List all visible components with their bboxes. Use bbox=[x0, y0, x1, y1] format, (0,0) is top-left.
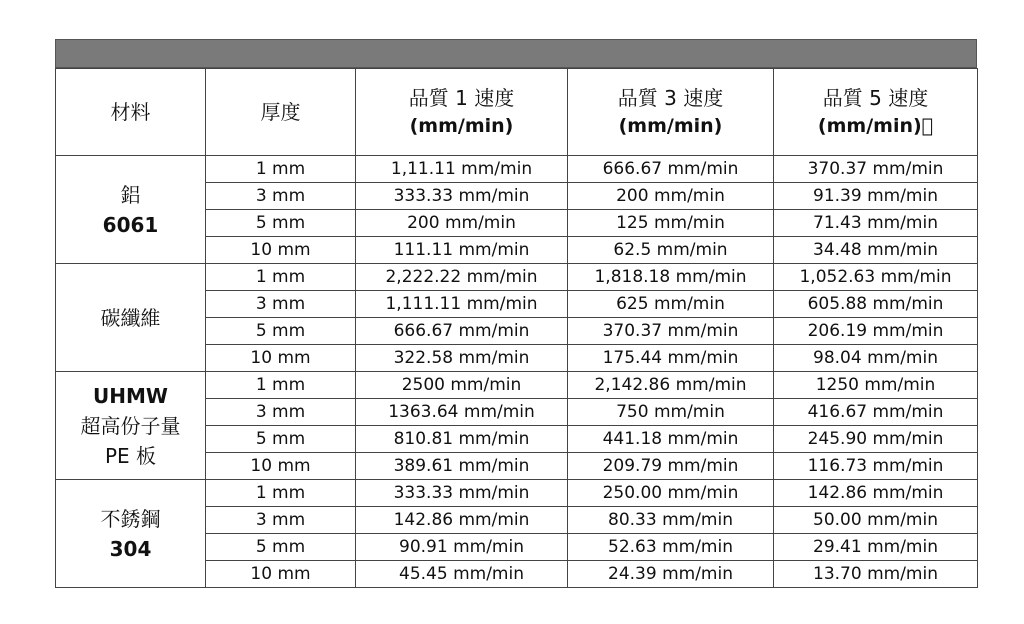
quality-5-cell: 245.90 mm/min bbox=[774, 426, 978, 453]
quality-5-cell: 142.86 mm/min bbox=[774, 480, 978, 507]
thickness-cell: 1 mm bbox=[206, 264, 356, 291]
quality-1-cell: 1,11.11 mm/min bbox=[356, 156, 568, 183]
thickness-cell: 5 mm bbox=[206, 426, 356, 453]
quality-5-cell: 34.48 mm/min bbox=[774, 237, 978, 264]
quality-3-cell: 370.37 mm/min bbox=[568, 318, 774, 345]
quality-3-cell: 62.5 mm/min bbox=[568, 237, 774, 264]
quality-5-cell: 416.67 mm/min bbox=[774, 399, 978, 426]
quality-3-cell: 175.44 mm/min bbox=[568, 345, 774, 372]
table-row bbox=[56, 480, 978, 507]
quality-3-cell: 441.18 mm/min bbox=[568, 426, 774, 453]
material-name-line: 超高份子量 bbox=[80, 413, 181, 438]
speed-table-container bbox=[55, 39, 977, 588]
thickness-cell: 5 mm bbox=[206, 318, 356, 345]
quality-5-cell: 50.00 mm/min bbox=[774, 507, 978, 534]
quality-3-cell: 80.33 mm/min bbox=[568, 507, 774, 534]
quality-1-cell: 1,111.11 mm/min bbox=[356, 291, 568, 318]
material-name-line: PE 板 bbox=[104, 443, 157, 468]
material-cell bbox=[56, 480, 206, 588]
thickness-cell: 5 mm bbox=[206, 210, 356, 237]
quality-3-cell: 200 mm/min bbox=[568, 183, 774, 210]
header-quality-3: 品質 3 速度 (mm/min) bbox=[568, 69, 774, 156]
quality-5-cell: 605.88 mm/min bbox=[774, 291, 978, 318]
material-cell bbox=[56, 372, 206, 480]
thickness-cell: 3 mm bbox=[206, 183, 356, 210]
quality-5-cell: 91.39 mm/min bbox=[774, 183, 978, 210]
quality-3-cell: 24.39 mm/min bbox=[568, 561, 774, 588]
material-name-line: 鋁 bbox=[120, 182, 141, 207]
material-cell bbox=[56, 264, 206, 372]
quality-3-cell: 2,142.86 mm/min bbox=[568, 372, 774, 399]
material-name-line: 碳纖維 bbox=[100, 305, 161, 330]
header-quality-5: 品質 5 速度 (mm/min)  bbox=[774, 69, 978, 156]
quality-1-cell: 333.33 mm/min bbox=[356, 183, 568, 210]
quality-1-cell: 810.81 mm/min bbox=[356, 426, 568, 453]
speed-table bbox=[55, 68, 978, 588]
quality-1-cell: 90.91 mm/min bbox=[356, 534, 568, 561]
table-row bbox=[56, 264, 978, 291]
quality-5-cell: 98.04 mm/min bbox=[774, 345, 978, 372]
thickness-cell: 5 mm bbox=[206, 534, 356, 561]
quality-1-cell: 2,222.22 mm/min bbox=[356, 264, 568, 291]
thickness-cell: 10 mm bbox=[206, 237, 356, 264]
material-name-line: 304 bbox=[109, 536, 152, 561]
material-name-line: UHMW bbox=[93, 383, 168, 408]
quality-5-cell: 13.70 mm/min bbox=[774, 561, 978, 588]
thickness-cell: 10 mm bbox=[206, 345, 356, 372]
table-title-bar bbox=[55, 39, 977, 68]
quality-3-cell: 1,818.18 mm/min bbox=[568, 264, 774, 291]
header-material: 材料 bbox=[56, 69, 206, 156]
quality-1-cell: 111.11 mm/min bbox=[356, 237, 568, 264]
quality-5-cell: 71.43 mm/min bbox=[774, 210, 978, 237]
thickness-cell: 10 mm bbox=[206, 453, 356, 480]
quality-5-cell: 1250 mm/min bbox=[774, 372, 978, 399]
material-name-line: 不銹鋼 bbox=[100, 506, 161, 531]
thickness-cell: 10 mm bbox=[206, 561, 356, 588]
quality-3-cell: 125 mm/min bbox=[568, 210, 774, 237]
thickness-cell: 3 mm bbox=[206, 399, 356, 426]
quality-1-cell: 45.45 mm/min bbox=[356, 561, 568, 588]
quality-5-cell: 116.73 mm/min bbox=[774, 453, 978, 480]
material-cell bbox=[56, 156, 206, 264]
table-row bbox=[56, 156, 978, 183]
quality-3-cell: 52.63 mm/min bbox=[568, 534, 774, 561]
quality-1-cell: 322.58 mm/min bbox=[356, 345, 568, 372]
thickness-cell: 1 mm bbox=[206, 372, 356, 399]
header-quality-1: 品質 1 速度 (mm/min) bbox=[356, 69, 568, 156]
quality-5-cell: 206.19 mm/min bbox=[774, 318, 978, 345]
header-row bbox=[56, 69, 978, 156]
header-thickness: 厚度 bbox=[206, 69, 356, 156]
table-row bbox=[56, 372, 978, 399]
thickness-cell: 3 mm bbox=[206, 507, 356, 534]
quality-3-cell: 625 mm/min bbox=[568, 291, 774, 318]
thickness-cell: 3 mm bbox=[206, 291, 356, 318]
quality-1-cell: 142.86 mm/min bbox=[356, 507, 568, 534]
quality-1-cell: 333.33 mm/min bbox=[356, 480, 568, 507]
quality-1-cell: 2500 mm/min bbox=[356, 372, 568, 399]
quality-5-cell: 1,052.63 mm/min bbox=[774, 264, 978, 291]
quality-1-cell: 200 mm/min bbox=[356, 210, 568, 237]
material-name-line: 6061 bbox=[102, 212, 159, 237]
quality-3-cell: 750 mm/min bbox=[568, 399, 774, 426]
quality-5-cell: 29.41 mm/min bbox=[774, 534, 978, 561]
thickness-cell: 1 mm bbox=[206, 480, 356, 507]
quality-3-cell: 666.67 mm/min bbox=[568, 156, 774, 183]
quality-3-cell: 209.79 mm/min bbox=[568, 453, 774, 480]
quality-1-cell: 666.67 mm/min bbox=[356, 318, 568, 345]
quality-1-cell: 1363.64 mm/min bbox=[356, 399, 568, 426]
quality-1-cell: 389.61 mm/min bbox=[356, 453, 568, 480]
thickness-cell: 1 mm bbox=[206, 156, 356, 183]
quality-5-cell: 370.37 mm/min bbox=[774, 156, 978, 183]
quality-3-cell: 250.00 mm/min bbox=[568, 480, 774, 507]
